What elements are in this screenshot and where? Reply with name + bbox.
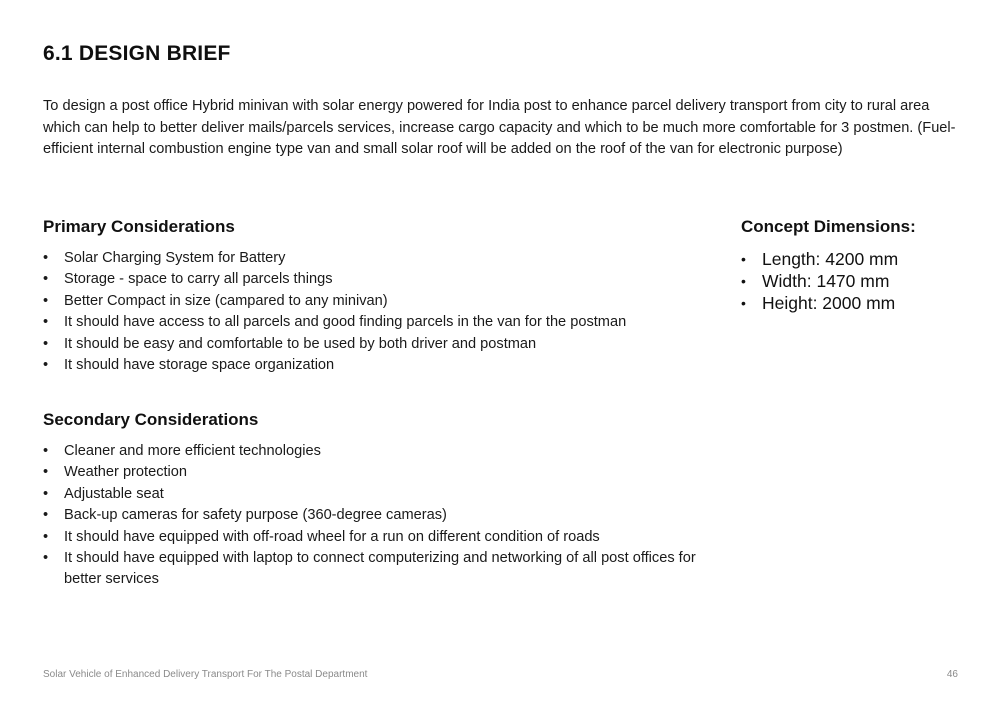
bullet-icon: • — [43, 550, 49, 567]
bullet-icon: • — [43, 357, 49, 374]
list-item: • It should be easy and comfortable to be used by both driver and postman — [43, 334, 723, 355]
bullet-icon: • — [741, 251, 746, 267]
concept-dimensions-heading: Concept Dimensions: — [741, 217, 916, 236]
secondary-considerations-list — [43, 441, 723, 591]
list-item: • It should have equipped with off-road wheel for a run on different condition of roads — [43, 527, 723, 548]
footer-document-title: Solar Vehicle of Enhanced Delivery Transport For The Postal Department — [43, 669, 368, 680]
list-item: • Adjustable seat — [43, 484, 723, 505]
list-item: • Better Compact in size (campared to any minivan) — [43, 291, 723, 312]
primary-considerations-list — [43, 248, 723, 376]
secondary-considerations-heading: Secondary Considerations — [43, 410, 259, 429]
bullet-icon: • — [43, 443, 49, 459]
list-item: • It should have storage space organization — [43, 355, 723, 376]
bullet-icon: • — [43, 271, 49, 288]
bullet-icon: • — [741, 294, 746, 311]
list-item: • Storage - space to carry all parcels things — [43, 269, 723, 290]
list-item: • Cleaner and more efficient technologies — [43, 441, 723, 462]
list-item: • Solar Charging System for Battery — [43, 248, 723, 269]
dimension-width: • Width: 1470 mm — [741, 270, 890, 291]
bullet-icon: • — [43, 528, 49, 545]
bullet-icon: • — [43, 335, 49, 352]
list-item: • It should have access to all parcels and good finding parcels in the van for the postman — [43, 312, 723, 333]
dimension-length: • Length: 4200 mm — [741, 249, 899, 269]
primary-considerations-heading: Primary Considerations — [43, 217, 235, 236]
concept-dimensions-list — [741, 249, 898, 314]
page-number: 46 — [946, 669, 958, 680]
list-item: • Weather protection — [43, 462, 723, 483]
bullet-icon: • — [43, 314, 49, 331]
bullet-icon: • — [43, 485, 49, 502]
design-brief-paragraph: To design a post office Hybrid minivan with solar energy powered for India post to enhance parcel delivery transport from city to rural area which can help to better deliver mails/parcels services, increase cargo capacity and which to be much more comfortable for 3 postmen. (Fuel-efficient internal combustion engine type van and small solar roof will be added on the roof of the van for electronic purpose) — [43, 98, 956, 157]
bullet-icon: • — [43, 250, 49, 266]
list-item: • Back-up cameras for safety purpose (360-degree cameras) — [43, 505, 723, 526]
list-item: • It should have equipped with laptop to connect computerizing and networking of all post offices for better services — [43, 550, 696, 588]
dimension-height: • Height: 2000 mm — [741, 292, 896, 313]
bullet-icon: • — [43, 292, 49, 309]
bullet-icon: • — [43, 464, 49, 481]
bullet-icon: • — [741, 272, 746, 289]
page-title: 6.1 DESIGN BRIEF — [43, 42, 231, 65]
bullet-icon: • — [43, 507, 49, 524]
